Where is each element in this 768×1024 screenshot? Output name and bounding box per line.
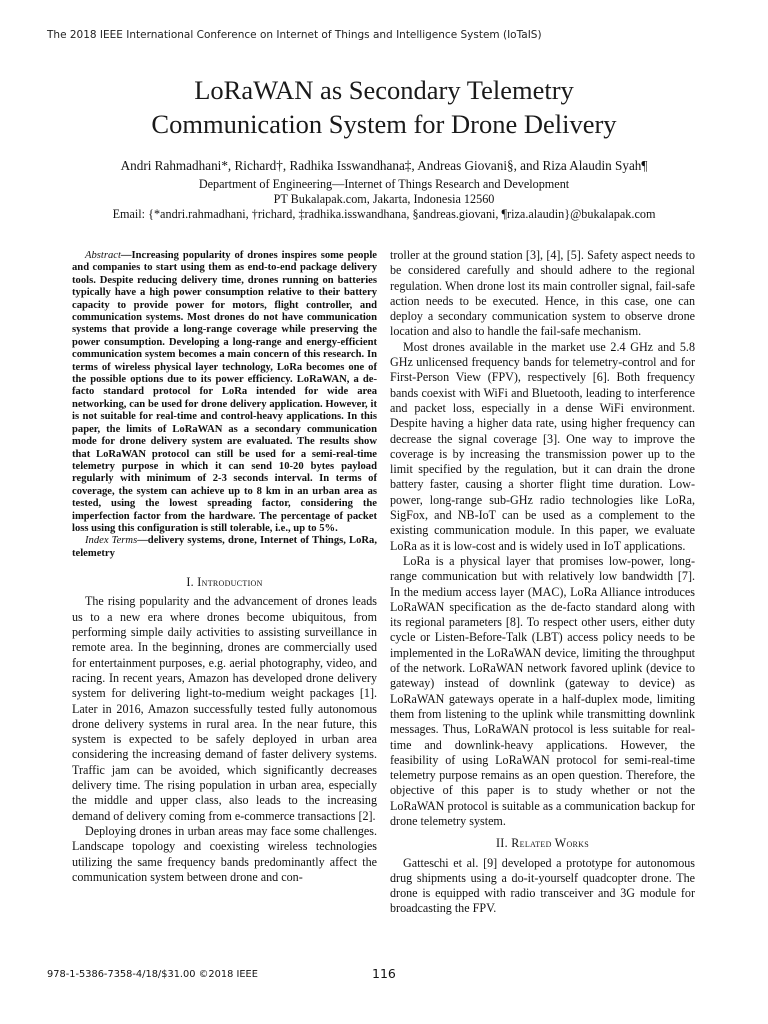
intro-paragraph-2: Deploying drones in urban areas may face some challenges. Landscape topology and coexisting wireless technologies utilizing the same frequency bands predominantly affect the communication system between drone and con- [72, 823, 377, 884]
index-terms [72, 535, 377, 560]
index-terms-label: Index Terms [85, 535, 138, 547]
paper-title [0, 73, 768, 141]
affiliation-department: Department of Engineering—Internet of Things Research and Development [198, 177, 570, 191]
left-column [72, 250, 377, 885]
right-column [390, 248, 695, 917]
abstract [72, 250, 377, 535]
intro-paragraph-4: LoRa is a physical layer that promises low-power, long-range communication but with relatively low bandwidth [7]. In the medium access layer (MAC), LoRa Alliance introduces LoRaWAN specification as the de-facto standard along with its regional parameters [8]. To respect other users, either duty cycle or Listen-Before-Talk (LBT) access policy needs to be implemented in the LoRaWAN device, limiting the throughput of the network. LoRaWAN network favored uplink (device to gateway) instead of downlink (gateway to device) as LoRaWAN gateways operate in a half-duplex mode, limiting them from listening to the uplink while transmitting downlink messages. Thus, LoRaWAN protocol is less suitable for real-time and downlink-heavy applications. However, the feasibility of using LoRaWAN protocol for semi-real-time telemetry purpose remains as an open question. Therefore, the objective of this paper is to study whether or not the LoRaWAN protocol is suitable as a communication backup for drone telemetry system. [390, 553, 695, 828]
intro-paragraph-3: Most drones available in the market use 2.4 GHz and 5.8 GHz unlicensed frequency bands for telemetry-control and for First-Person View (FPV), respectively [6]. Both frequency bands coexist with WiFi and Bluetooth, leading to interference and packet loss, especially in a dense WiFi environment. Despite having a higher data rate, using higher frequency can decrease the signal coverage [3]. One way to improve the coverage is by increasing the transmission power up to the limit specified by the regulation, but it can drain the drone battery faster, causing a shorter flight time duration. Low-power, long-range sub-GHz radio technologies like LoRa, SigFox, and NB-IoT can be used as a complement to the existing communication module. In this paper, we evaluate LoRa as it is low-cost and is widely used in IoT applications. [390, 339, 695, 553]
related-paragraph-1: Gatteschi et al. [9] developed a prototype for autonomous drug shipments using a do-it-yourself quadcopter drone. The drone is equipped with radio transceiver and 3G module for broadcasting the FPV. [390, 855, 695, 916]
conference-header: The 2018 IEEE International Conference on Internet of Things and Intelligence System (IoTaIS) [47, 29, 542, 41]
author-list: Andri Rahmadhani*, Richard†, Radhika Isswandhana‡, Andreas Giovani§, and Riza Alaudin Syah¶ [120, 158, 648, 173]
section-heading-introduction: I. Introduction [186, 575, 263, 590]
abstract-label: Abstract [85, 250, 121, 261]
title-line-1: LoRaWAN as Secondary Telemetry [194, 75, 574, 105]
page-number: 116 [372, 966, 396, 981]
abstract-text: —Increasing popularity of drones inspires some people and companies to start using them as end-to-end package delivery tools. Despite reducing delivery time, drones running on batteries typically have a high power consumption relative to their battery capacity to provide power for motors, flight controller, and communication systems. Most drones do not have communication systems that provide a long-range coverage while preserving the power consumption. Developing a long-range and energy-efficient communication system becomes a main concern of this research. In terms of wireless physical layer technology, LoRa becomes one of the possible options due to its power efficiency. LoRaWAN, a de-facto standard protocol for LoRa intended for wide area networking, can be used for drone delivery application. However, it is not suitable for real-time and control-heavy applications. In this paper, the limits of LoRaWAN as a secondary communication mode for drone delivery system are evaluated. The results show that LoRaWAN protocol can still be used for a semi-real-time telemetry purpose in which it can send 10-20 bytes payload regularly with minimum of 2-3 seconds interval. In terms of coverage, the system can achieve up to 8 km in an urban area as tested, using the lowest spreading factor, considering the imperfection factor from the hardware. The percentage of packet loss using this configuration is still tolerable, i.e., up to 5%. [72, 250, 377, 534]
affiliation-company: PT Bukalapak.com, Jakarta, Indonesia 12560 [273, 192, 495, 206]
intro-paragraph-1: The rising popularity and the advancement of drones leads us to a new era where drones become ubiquitous, from performing simple daily activities to assisting surveillance in remote area. In the beginning, drones are commercially used for entertainment purposes, e.g. aerial photography, video, and racing. In recent years, Amazon has developed drone delivery system for delivering light-to-medium weight packages [1]. Later in 2016, Amazon successfully tested fully autonomous drone delivery systems in rural area. In the near future, this system is expected to be safely deployed in urban area considering the increasing demand of faster delivery systems. Traffic jam can be avoided, which significantly decreases delivery time. The rising population in urban area, especially the middle and upper class, also leads to the increasing demand of delivery coming from e-commerce transactions [2]. [72, 594, 377, 823]
intro-paragraph-2-continued: troller at the ground station [3], [4], [5]. Safety aspect needs to be considered carefully and should adhere to the regional regulation. When drone lost its main controller signal, fail-safe action needs to be executed. Hence, in this case, one can deploy a secondary communication system to observe drone location and also to handle the fail-safe mechanism. [390, 248, 695, 339]
isbn-footer: 978-1-5386-7358-4/18/$31.00 ©2018 IEEE [47, 969, 258, 980]
title-line-2: Communication System for Drone Delivery [151, 109, 617, 139]
author-emails: Email: {*andri.rahmadhani, †richard, ‡radhika.isswandhana, §andreas.giovani, ¶riza.alaudin}@bukalapak.com [112, 207, 656, 221]
index-terms-text: —delivery systems, drone, Internet of Things, LoRa, telemetry [72, 535, 377, 559]
section-heading-related-works: II. Related Works [495, 836, 590, 851]
